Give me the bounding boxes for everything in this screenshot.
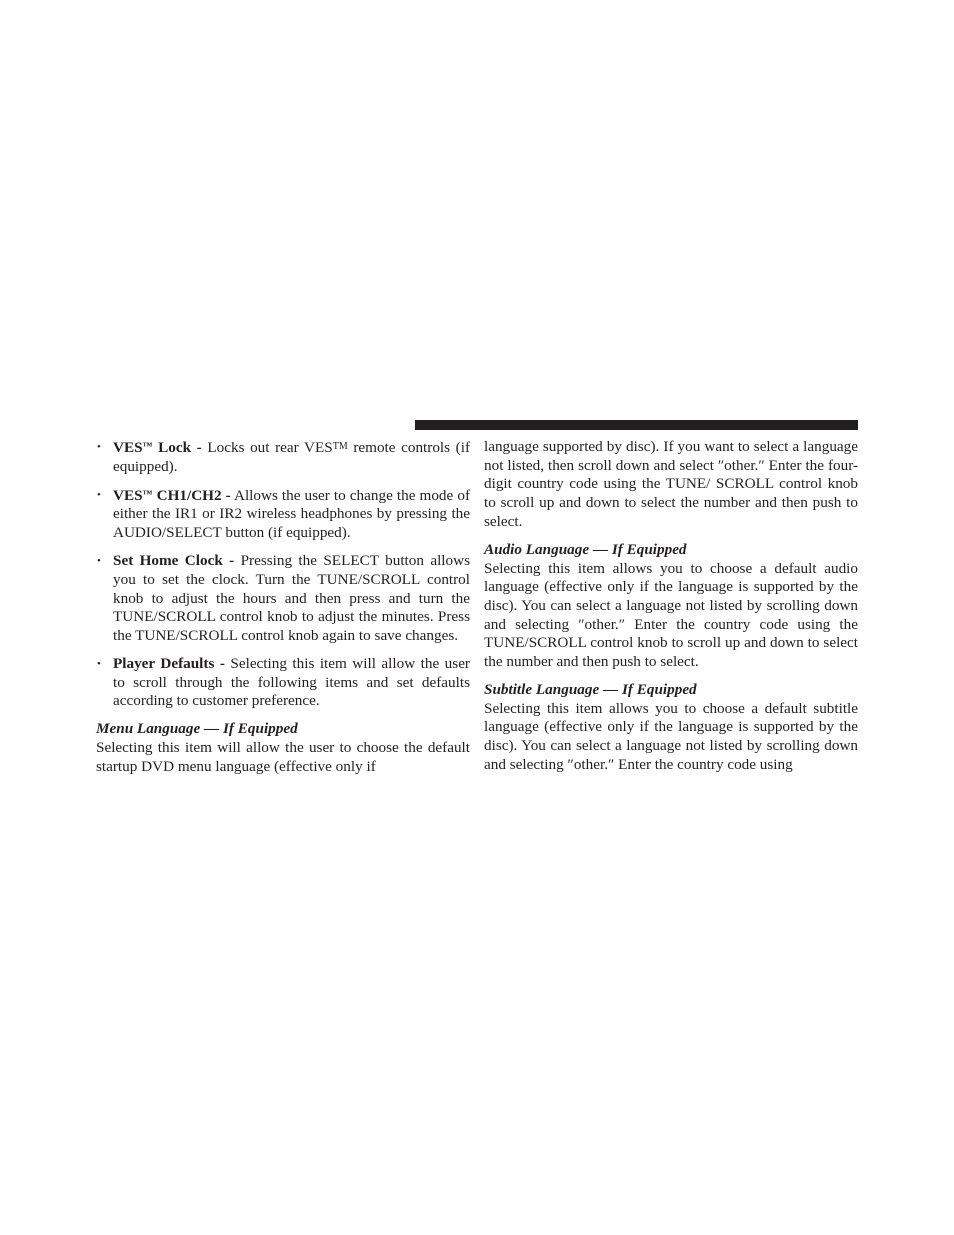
list-item-ves-ch1-ch2 <box>96 486 470 543</box>
desc-ves-lock: Locks out rear VESTM remote controls (if equipped). <box>113 439 470 475</box>
list-item-set-home-clock <box>96 552 470 646</box>
left-column <box>96 438 470 776</box>
subtitle-language-heading: Subtitle Language — If Equipped <box>484 681 697 699</box>
bullet-icon: • <box>97 555 101 568</box>
menu-language-heading: Menu Language — If Equipped <box>96 720 298 738</box>
bullet-icon: • <box>97 488 101 501</box>
term-ves-ch1-ch2: VES™ CH1/CH2 - <box>113 486 231 504</box>
section-header-bar <box>415 420 858 430</box>
settings-bullet-list <box>96 438 470 711</box>
audio-language-body: Selecting this item allows you to choose a default audio language (effective only if the language is supported by the disc). You can select a language not listed by scrolling down and selecting ″other.″ Enter the country code using the TUNE/SCROLL control knob to scroll up and down to select the number and then push to select. <box>484 559 858 671</box>
bullet-icon: • <box>97 441 101 453</box>
right-column <box>484 438 858 775</box>
menu-language-body-start: Selecting this item will allow the user to choose the default startup DVD menu language (effective only if <box>96 739 470 775</box>
term-ves-lock: VES™ Lock - <box>113 439 202 456</box>
desc-set-home-clock: Pressing the SELECT button allows you to set the clock. Turn the TUNE/SCROLL control knob to adjust the hours and then press and turn the TUNE/SCROLL control knob to adjust the minutes. Press the TUNE/SCROLL control knob again to save changes. <box>113 552 470 644</box>
list-item-player-defaults <box>96 655 470 711</box>
desc-player-defaults: Selecting this item will allow the user to scroll through the following items and set defaults according to customer preference. <box>113 654 470 710</box>
term-set-home-clock: Set Home Clock - <box>113 552 235 570</box>
term-player-defaults: Player Defaults - <box>113 654 225 672</box>
audio-language-heading: Audio Language — If Equipped <box>484 540 687 558</box>
bullet-icon: • <box>97 657 101 670</box>
subtitle-language-body: Selecting this item allows you to choose a default subtitle language (effective only if the language is supported by the disc). You can select a language not listed by scrolling down and selecting ″other.″ Enter the country code using <box>484 699 858 773</box>
list-item-ves-lock <box>96 438 470 476</box>
menu-language-body-continued: language supported by disc). If you want to select a language not listed, then scroll down and select ″other.″ Enter the four-digit country code using the TUNE/ SCROLL control knob to scroll up and down to select the number and then push to select. <box>484 438 858 530</box>
desc-ves-ch1-ch2: Allows the user to change the mode of either the IR1 or IR2 wireless headphones by pressing the AUDIO/SELECT button (if equipped). <box>113 486 470 542</box>
